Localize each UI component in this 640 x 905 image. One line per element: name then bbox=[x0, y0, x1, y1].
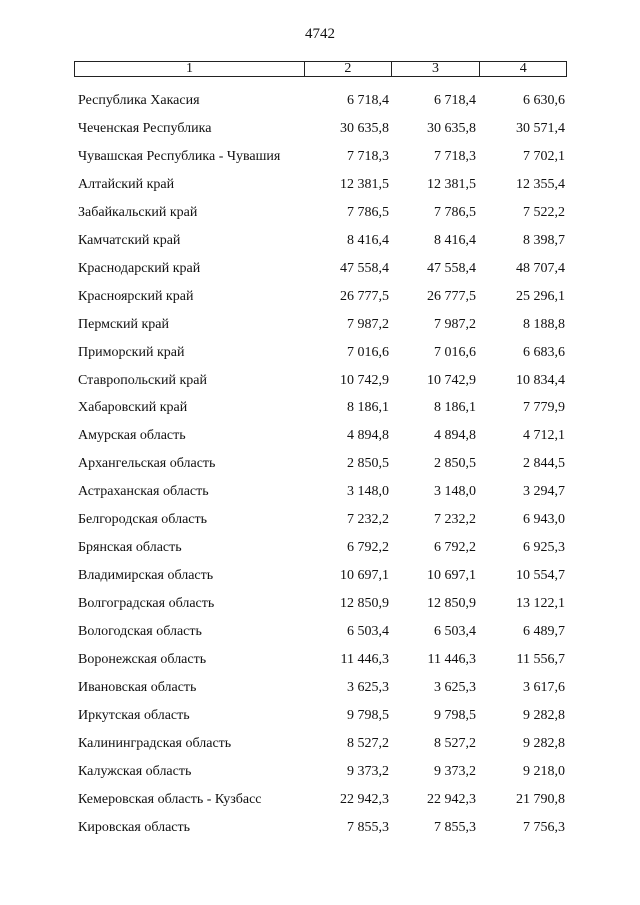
value-col-3: 6 503,4 bbox=[434, 624, 476, 640]
value-col-3: 8 186,1 bbox=[434, 400, 476, 416]
table-row bbox=[74, 562, 567, 590]
header-col-2: 2 bbox=[304, 62, 391, 76]
value-col-3: 7 855,3 bbox=[434, 819, 476, 835]
region-name: Забайкальский край bbox=[78, 204, 198, 220]
value-col-3: 12 381,5 bbox=[427, 176, 476, 192]
value-col-3: 4 894,8 bbox=[434, 428, 476, 444]
value-col-4: 8 188,8 bbox=[523, 316, 565, 332]
table-row bbox=[74, 255, 567, 283]
value-col-4: 3 294,7 bbox=[523, 484, 565, 500]
value-col-3: 7 232,2 bbox=[434, 512, 476, 528]
table-row bbox=[74, 590, 567, 618]
value-col-2: 47 558,4 bbox=[340, 260, 389, 276]
value-col-4: 10 554,7 bbox=[516, 568, 565, 584]
value-col-2: 7 718,3 bbox=[347, 148, 389, 164]
value-col-4: 3 617,6 bbox=[523, 679, 565, 695]
region-name: Калужская область bbox=[78, 763, 192, 779]
region-name: Иркутская область bbox=[78, 707, 190, 723]
region-name: Республика Хакасия bbox=[78, 92, 200, 108]
table-row bbox=[74, 674, 567, 702]
value-col-3: 10 742,9 bbox=[427, 372, 476, 388]
value-col-2: 8 527,2 bbox=[347, 735, 389, 751]
region-name: Красноярский край bbox=[78, 288, 194, 304]
table-row bbox=[74, 618, 567, 646]
region-name: Ивановская область bbox=[78, 679, 197, 695]
table-row bbox=[74, 199, 567, 227]
value-col-4: 21 790,8 bbox=[516, 791, 565, 807]
value-col-3: 6 792,2 bbox=[434, 540, 476, 556]
value-col-4: 25 296,1 bbox=[516, 288, 565, 304]
value-col-2: 7 786,5 bbox=[347, 204, 389, 220]
table-row bbox=[74, 394, 567, 422]
table-row bbox=[74, 87, 567, 115]
value-col-2: 2 850,5 bbox=[347, 456, 389, 472]
value-col-2: 30 635,8 bbox=[340, 120, 389, 136]
value-col-2: 10 742,9 bbox=[340, 372, 389, 388]
value-col-2: 6 503,4 bbox=[347, 624, 389, 640]
value-col-4: 9 282,8 bbox=[523, 707, 565, 723]
value-col-4: 7 702,1 bbox=[523, 148, 565, 164]
value-col-4: 6 925,3 bbox=[523, 540, 565, 556]
region-name: Чеченская Республика bbox=[78, 120, 212, 136]
page-number: 4742 bbox=[305, 26, 335, 42]
value-col-3: 6 718,4 bbox=[434, 92, 476, 108]
value-col-3: 7 718,3 bbox=[434, 148, 476, 164]
region-name: Вологодская область bbox=[78, 624, 202, 640]
value-col-3: 8 416,4 bbox=[434, 232, 476, 248]
region-name: Калининградская область bbox=[78, 735, 232, 751]
value-col-3: 30 635,8 bbox=[427, 120, 476, 136]
value-col-4: 13 122,1 bbox=[516, 596, 565, 612]
value-col-4: 7 756,3 bbox=[523, 819, 565, 835]
table-row bbox=[74, 339, 567, 367]
region-name: Камчатский край bbox=[78, 232, 181, 248]
region-name: Кемеровская область - Кузбасс bbox=[78, 791, 262, 807]
value-col-4: 7 522,2 bbox=[523, 204, 565, 220]
value-col-3: 9 798,5 bbox=[434, 707, 476, 723]
value-col-2: 9 798,5 bbox=[347, 707, 389, 723]
value-col-4: 10 834,4 bbox=[516, 372, 565, 388]
value-col-3: 7 016,6 bbox=[434, 344, 476, 360]
value-col-4: 8 398,7 bbox=[523, 232, 565, 248]
value-col-2: 7 987,2 bbox=[347, 316, 389, 332]
value-col-2: 22 942,3 bbox=[340, 791, 389, 807]
value-col-3: 22 942,3 bbox=[427, 791, 476, 807]
table-row bbox=[74, 450, 567, 478]
table-row bbox=[74, 506, 567, 534]
value-col-4: 30 571,4 bbox=[516, 120, 565, 136]
region-name: Амурская область bbox=[78, 428, 186, 444]
region-name: Воронежская область bbox=[78, 652, 207, 668]
value-col-2: 10 697,1 bbox=[340, 568, 389, 584]
value-col-2: 7 232,2 bbox=[347, 512, 389, 528]
region-name: Пермский край bbox=[78, 316, 169, 332]
value-col-2: 8 186,1 bbox=[347, 400, 389, 416]
region-name: Волгоградская область bbox=[78, 596, 215, 612]
region-name: Хабаровский край bbox=[78, 400, 188, 416]
value-col-3: 2 850,5 bbox=[434, 456, 476, 472]
value-col-3: 12 850,9 bbox=[427, 596, 476, 612]
value-col-4: 2 844,5 bbox=[523, 456, 565, 472]
table-row bbox=[74, 311, 567, 339]
table-row bbox=[74, 283, 567, 311]
table-row bbox=[74, 702, 567, 730]
region-name: Чувашская Республика - Чувашия bbox=[78, 148, 281, 164]
value-col-2: 6 792,2 bbox=[347, 540, 389, 556]
value-col-4: 9 218,0 bbox=[523, 763, 565, 779]
value-col-4: 7 779,9 bbox=[523, 400, 565, 416]
table-row bbox=[74, 534, 567, 562]
value-col-4: 9 282,8 bbox=[523, 735, 565, 751]
value-col-4: 48 707,4 bbox=[516, 260, 565, 276]
table-row bbox=[74, 422, 567, 450]
value-col-4: 6 683,6 bbox=[523, 344, 565, 360]
value-col-2: 9 373,2 bbox=[347, 763, 389, 779]
table-row bbox=[74, 730, 567, 758]
value-col-3: 9 373,2 bbox=[434, 763, 476, 779]
region-name: Владимирская область bbox=[78, 568, 214, 584]
data-table bbox=[74, 61, 567, 842]
table-row bbox=[74, 478, 567, 506]
value-col-2: 6 718,4 bbox=[347, 92, 389, 108]
table-header bbox=[74, 61, 567, 77]
value-col-3: 3 625,3 bbox=[434, 679, 476, 695]
region-name: Ставропольский край bbox=[78, 372, 207, 388]
value-col-2: 7 016,6 bbox=[347, 344, 389, 360]
value-col-3: 47 558,4 bbox=[427, 260, 476, 276]
value-col-2: 3 625,3 bbox=[347, 679, 389, 695]
value-col-2: 8 416,4 bbox=[347, 232, 389, 248]
region-name: Алтайский край bbox=[78, 176, 175, 192]
table-body bbox=[74, 87, 567, 842]
value-col-3: 26 777,5 bbox=[427, 288, 476, 304]
value-col-4: 6 489,7 bbox=[523, 624, 565, 640]
region-name: Краснодарский край bbox=[78, 260, 201, 276]
value-col-2: 4 894,8 bbox=[347, 428, 389, 444]
header-col-1: 1 bbox=[186, 61, 194, 76]
value-col-3: 7 786,5 bbox=[434, 204, 476, 220]
table-row bbox=[74, 786, 567, 814]
table-row bbox=[74, 646, 567, 674]
value-col-2: 12 850,9 bbox=[340, 596, 389, 612]
region-name: Белгородская область bbox=[78, 512, 208, 528]
value-col-3: 7 987,2 bbox=[434, 316, 476, 332]
value-col-2: 12 381,5 bbox=[340, 176, 389, 192]
value-col-2: 3 148,0 bbox=[347, 484, 389, 500]
value-col-2: 26 777,5 bbox=[340, 288, 389, 304]
value-col-4: 4 712,1 bbox=[523, 428, 565, 444]
header-col-4: 4 bbox=[479, 62, 566, 76]
region-name: Астраханская область bbox=[78, 484, 209, 500]
region-name: Брянская область bbox=[78, 540, 182, 556]
value-col-3: 3 148,0 bbox=[434, 484, 476, 500]
value-col-3: 8 527,2 bbox=[434, 735, 476, 751]
region-name: Архангельская область bbox=[78, 456, 216, 472]
value-col-3: 10 697,1 bbox=[427, 568, 476, 584]
table-row bbox=[74, 143, 567, 171]
table-row bbox=[74, 115, 567, 143]
value-col-4: 12 355,4 bbox=[516, 176, 565, 192]
table-row bbox=[74, 758, 567, 786]
value-col-4: 6 943,0 bbox=[523, 512, 565, 528]
value-col-4: 11 556,7 bbox=[516, 652, 565, 668]
header-col-3: 3 bbox=[391, 62, 480, 76]
table-row bbox=[74, 367, 567, 395]
table-row bbox=[74, 227, 567, 255]
value-col-4: 6 630,6 bbox=[523, 92, 565, 108]
region-name: Кировская область bbox=[78, 819, 191, 835]
table-row bbox=[74, 171, 567, 199]
value-col-2: 11 446,3 bbox=[340, 652, 389, 668]
value-col-3: 11 446,3 bbox=[427, 652, 476, 668]
table-row bbox=[74, 814, 567, 842]
region-name: Приморский край bbox=[78, 344, 185, 360]
value-col-2: 7 855,3 bbox=[347, 819, 389, 835]
